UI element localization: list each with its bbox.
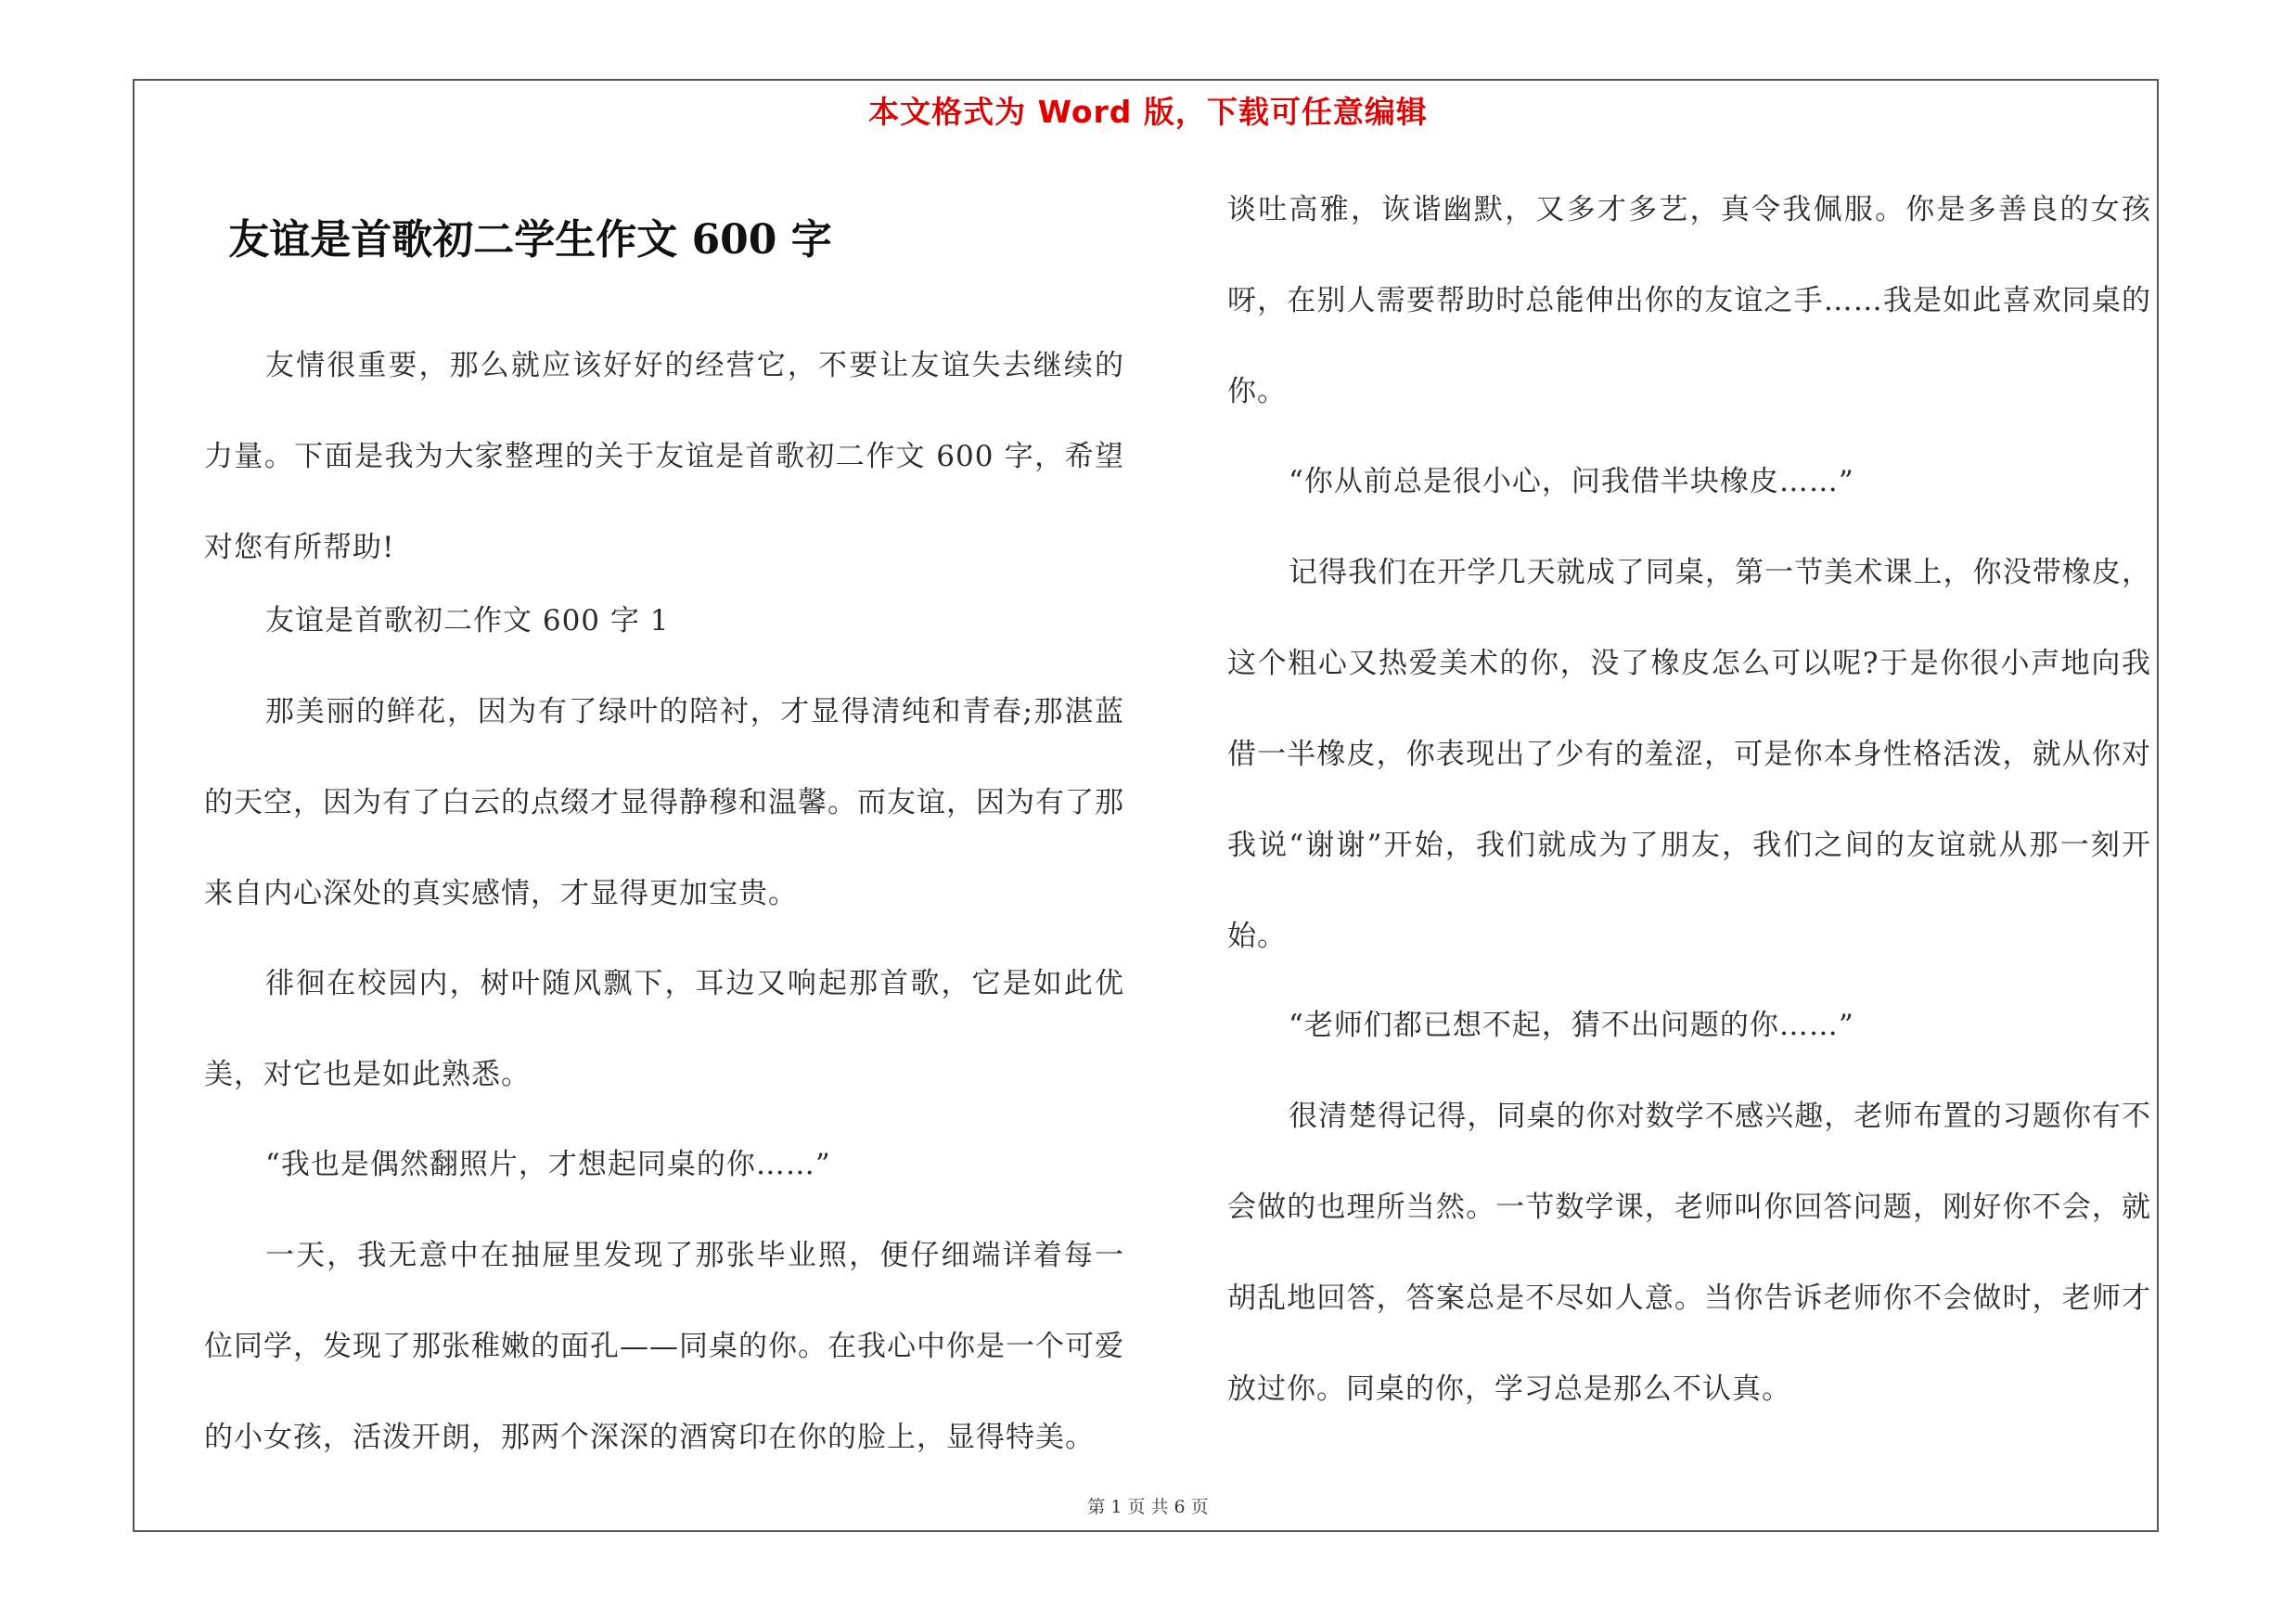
- body-paragraph: 那美丽的鲜花，因为有了绿叶的陪衬，才显得清纯和青春;那湛蓝的天空，因为有了白云的点缀才显得静穆和温馨。而友谊，因为有了那来自内心深处的真实感情，才显得更加宝贵。: [204, 695, 1124, 910]
- lyric-quote: “我也是偶然翻照片，才想起同桌的你……”: [265, 1148, 831, 1181]
- body-paragraph: 谈吐高雅，诙谐幽默，又多才多艺，真令我佩服。你是多善良的女孩呀，在别人需要帮助时总能伸出你的友谊之手……我是如此喜欢同桌的你。: [1227, 193, 2151, 408]
- document-title: 友谊是首歌初二学生作文 600 字: [228, 216, 832, 264]
- page-number: 第 1 页 共 6 页: [1087, 1497, 1209, 1517]
- intro-paragraph: 友情很重要，那么就应该好好的经营它，不要让友谊失去继续的力量。下面是我为大家整理的关于友谊是首歌初二作文 600 字，希望对您有所帮助!: [204, 349, 1124, 564]
- section-heading: 友谊是首歌初二作文 600 字 1: [265, 604, 670, 638]
- lyric-quote: “你从前总是很小心，问我借半块橡皮……”: [1289, 465, 1854, 498]
- body-paragraph: 一天，我无意中在抽屉里发现了那张毕业照，便仔细端详着每一位同学，发现了那张稚嫩的面孔——同桌的你。在我心中你是一个可爱的小女孩，活泼开朗，那两个深深的酒窝印在你的脸上，显得特美。: [204, 1239, 1124, 1454]
- lyric-quote: “老师们都已想不起，猜不出问题的你……”: [1289, 1009, 1854, 1042]
- body-paragraph: 记得我们在开学几天就成了同桌，第一节美术课上，你没带橡皮，这个粗心又热爱美术的你，没了橡皮怎么可以呢?于是你很小声地向我借一半橡皮，你表现出了少有的羞涩，可是你本身性格活泼，就从你对我说“谢谢”开始，我们就成为了朋友，我们之间的友谊就从那一刻开始。: [1227, 556, 2151, 953]
- format-banner: 本文格式为 Word 版，下载可任意编辑: [868, 94, 1428, 130]
- body-paragraph: 徘徊在校园内，树叶随风飘下，耳边又响起那首歌，它是如此优美，对它也是如此熟悉。: [204, 967, 1124, 1091]
- body-paragraph: 很清楚得记得，同桌的你对数学不感兴趣，老师布置的习题你有不会做的也理所当然。一节数学课，老师叫你回答问题，刚好你不会，就胡乱地回答，答案总是不尽如人意。当你告诉老师你不会做时，老师才放过你。同桌的你，学习总是那么不认真。: [1227, 1100, 2151, 1406]
